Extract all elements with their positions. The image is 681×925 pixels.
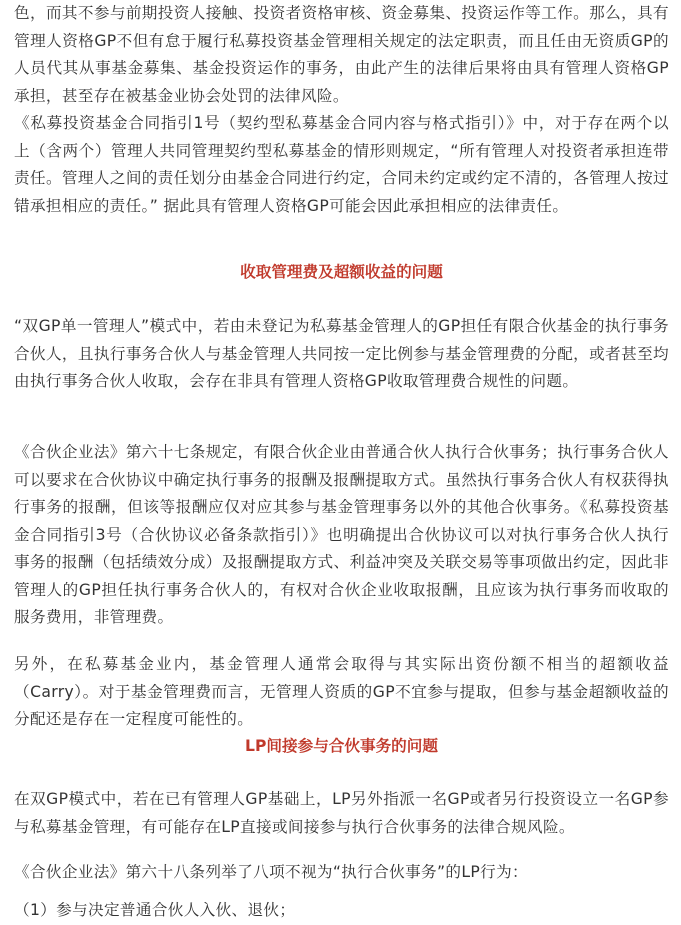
paragraph-3: “双GP单一管理人”模式中，若由未登记为私募基金管理人的GP担任有限合伙基金的执行事务合伙人，且执行事务合伙人与基金管理人共同按一定比例参与基金管理费的分配，或者甚至均由执行事务合伙人收取，会存在非具有管理人资格GP收取管理费合规性的问题。: [14, 317, 669, 390]
section-heading-lp-participation: LP间接参与合伙事务的问题: [245, 737, 438, 755]
section-heading-management-fee: 收取管理费及超额收益的问题: [240, 263, 443, 281]
paragraph-4: 《合伙企业法》第六十七条规定，有限合伙企业由普通合伙人执行合伙事务；执行事务合伙人可以要求在合伙协议中确定执行事务的报酬及报酬提取方式。虽然执行事务合伙人有权获得执行事务的报酬，但该等报酬应仅对应其参与基金管理事务以外的其他合伙事务。《私募投资基金合同指引3号（合伙协议必备条款指引）》也明确提出合伙协议可以对执行事务合伙人执行事务的报酬（包括绩效分成）及报酬提取方式、利益冲突及关联交易等事项做出约定，因此非管理人的GP担任执行事务合伙人的，有权对合伙企业收取报酬，且应该为执行事务而收取的服务费用，非管理费。: [14, 443, 669, 626]
paragraph-1: 色，而其不参与前期投资人接触、投资者资格审核、资金募集、投资运作等工作。那么，具有管理人资格GP不但有怠于履行私募投资基金管理相关规定的法定职责，而且任由无资质GP的人员代其从事基金募集、基金投资运作的事务，由此产生的法律后果将由具有管理人资格GP承担，甚至存在被基金业协会处罚的法律风险。: [14, 4, 669, 105]
paragraph-2: 《私募投资基金合同指引1号（契约型私募基金合同内容与格式指引）》中，对于存在两个以上（含两个）管理人共同管理契约型私募基金的情形则规定，“所有管理人对投资者承担连带责任。管理人之间的责任划分由基金合同进行约定，合同未约定或约定不清的，各管理人按过错承担相应的责任。” 据此具有管理人资格GP可能会因此承担相应的法律责任。: [14, 114, 669, 215]
paragraph-7: 《合伙企业法》第六十八条列举了八项不视为“执行合伙事务”的LP行为：: [14, 863, 528, 881]
paragraph-5: 另外，在私募基金业内，基金管理人通常会取得与其实际出资份额不相当的超额收益（Carry）。对于基金管理费而言，无管理人资质的GP不宜参与提取，但参与基金超额收益的分配还是存在一定程度可能性的。: [14, 655, 669, 728]
paragraph-6: 在双GP模式中，若在已有管理人GP基础上，LP另外指派一名GP或者另行投资设立一名GP参与私募基金管理，有可能存在LP直接或间接参与执行合伙事务的法律合规风险。: [14, 790, 669, 836]
list-item-1: （1）参与决定普通合伙人入伙、退伙；: [14, 901, 296, 919]
